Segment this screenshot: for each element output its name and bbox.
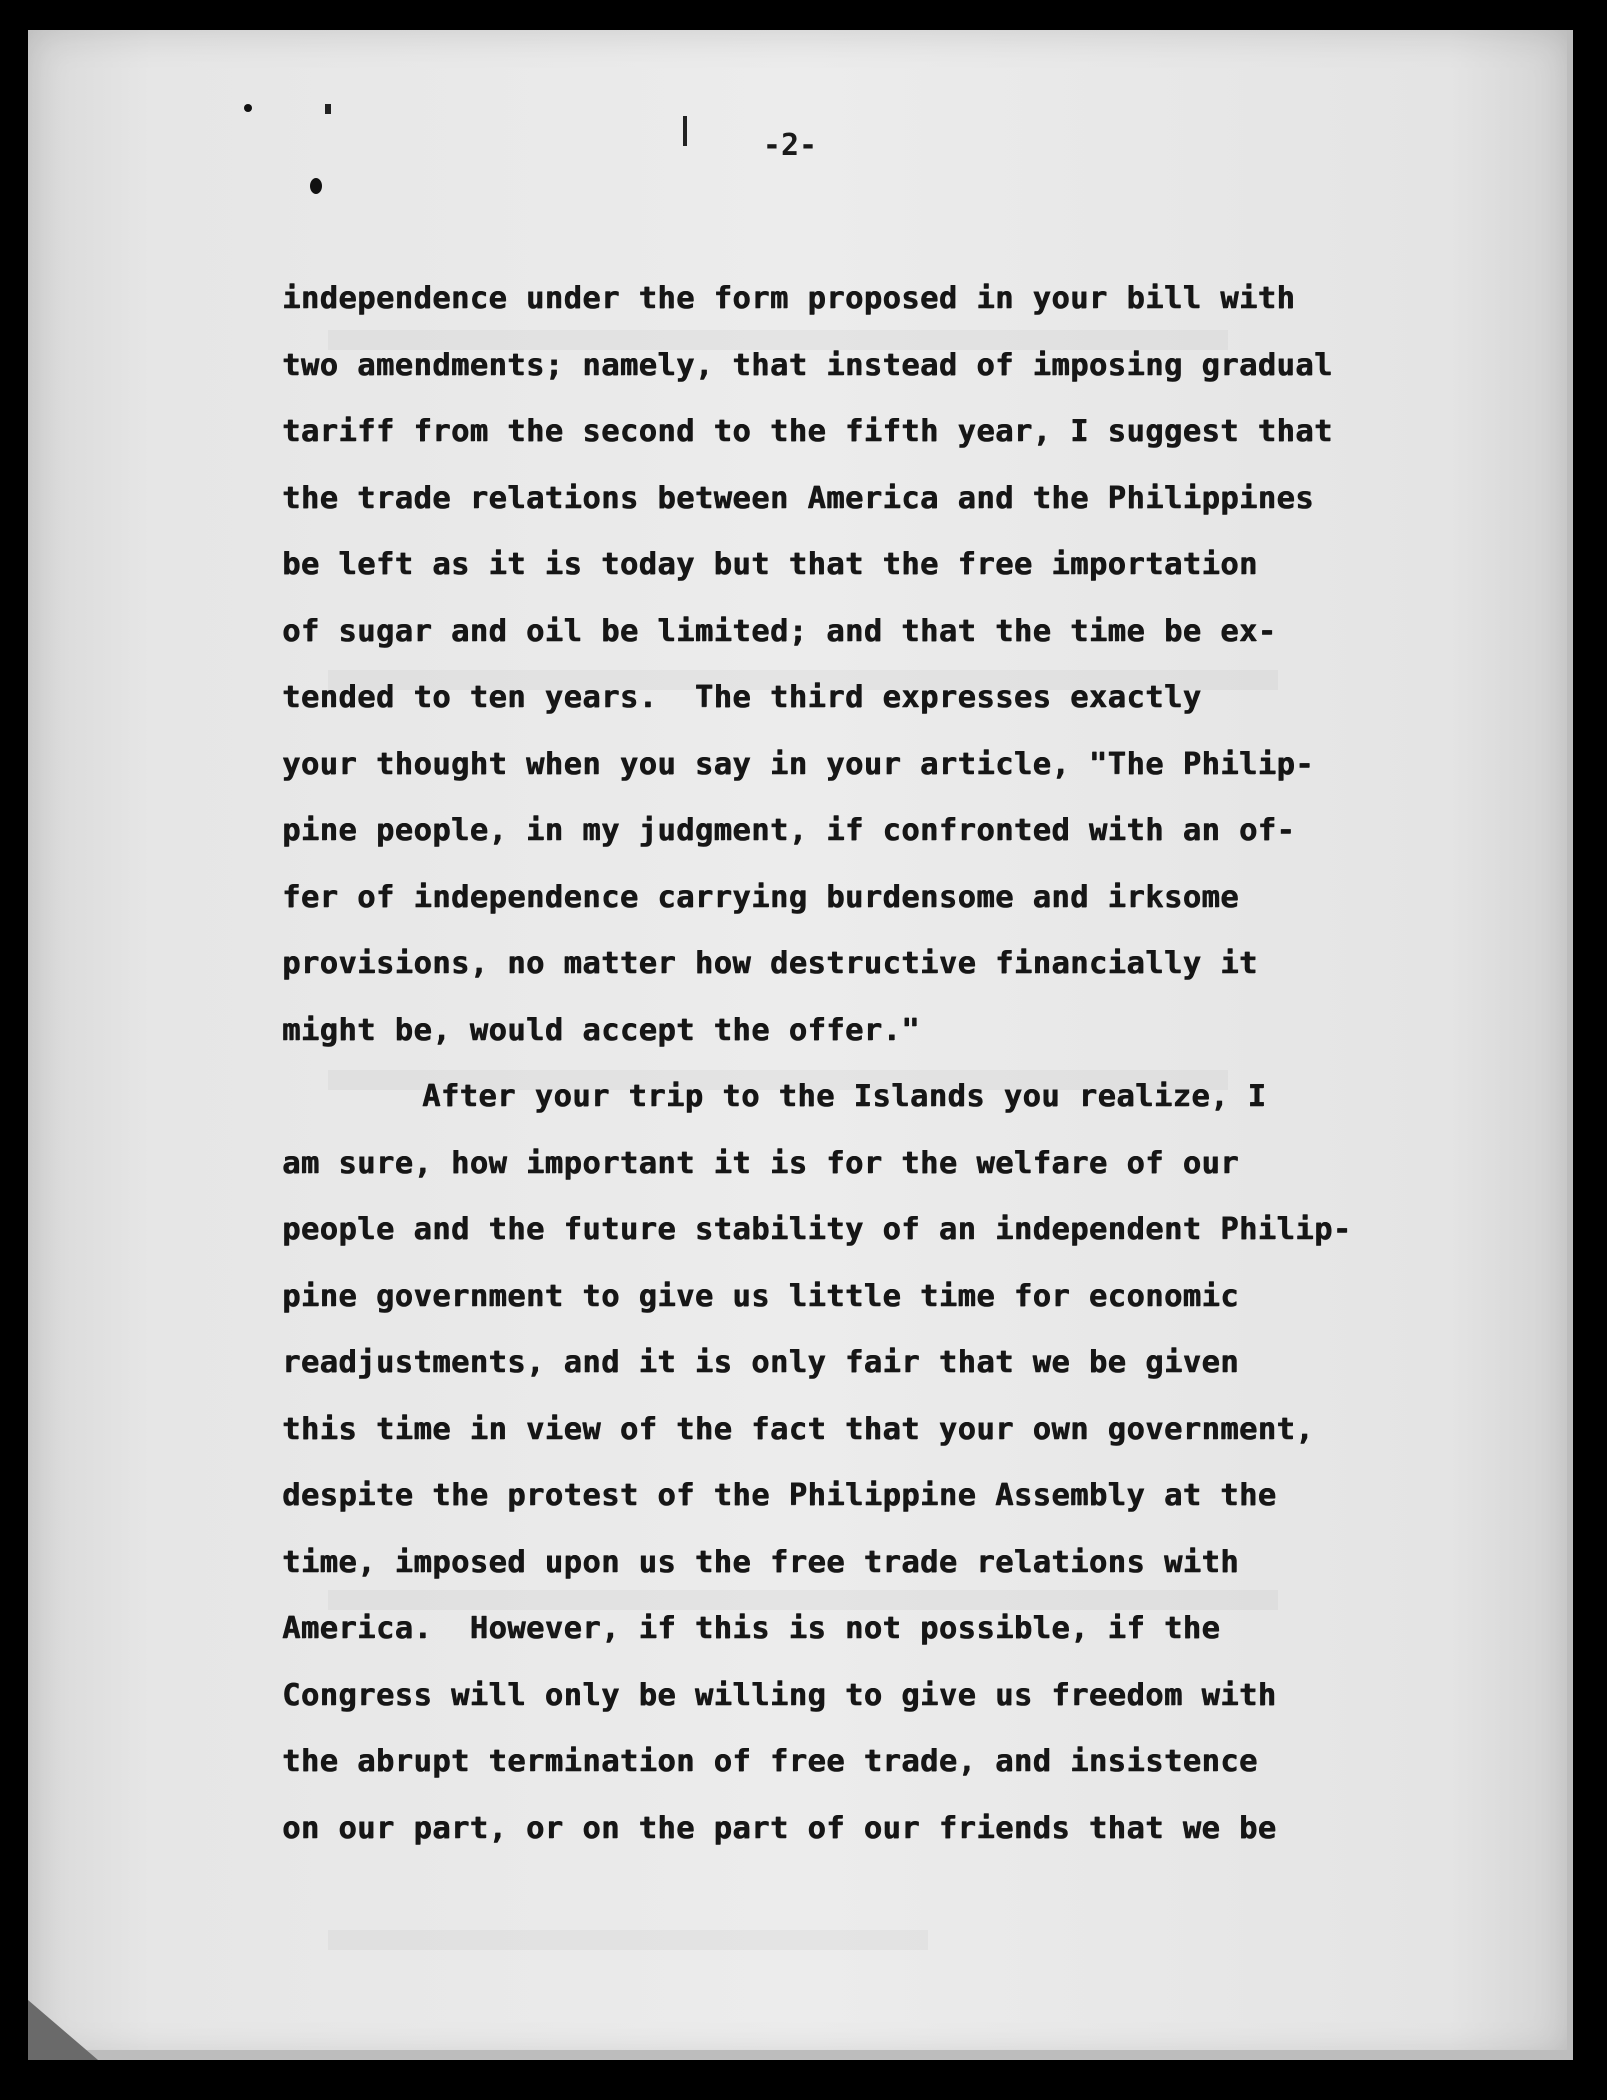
bleed-through [328,1930,928,1950]
text-line: Congress will only be willing to give us freedom with [282,1677,1277,1713]
text-line: of sugar and oil be limited; and that the time be ex- [282,613,1277,649]
text-line: on our part, or on the part of our friends that we be [282,1810,1277,1846]
text-line: am sure, how important it is for the welfare of our [282,1145,1239,1181]
speck [244,104,252,112]
page-number: -2- [762,128,818,163]
text-line: despite the protest of the Philippine Assembly at the [282,1478,1277,1513]
text-line: be left as it is today but that the free importation [282,547,1258,582]
paragraph-start-line: After your trip to the Islands you realize, I [422,1079,1267,1114]
punch-hole [310,178,322,194]
text-line: tended to ten years. The third expresses exactly [282,680,1202,715]
letter-body [282,266,1402,1862]
text-line: tariff from the second to the fifth year, I suggest that [282,414,1333,449]
text-line: time, imposed upon us the free trade relations with [282,1544,1239,1580]
text-line: people and the future stability of an independent Philip- [282,1212,1352,1247]
text-line: America. However, if this is not possible, if the [282,1611,1221,1646]
text-line: your thought when you say in your article, "The Philip- [282,746,1314,782]
text-line: two amendments; namely, that instead of imposing gradual [282,347,1333,383]
text-line: pine government to give us little time for economic [282,1278,1239,1314]
text-line: fer of independence carrying burdensome and irksome [282,879,1239,915]
speck [325,104,331,114]
page-edge-bottom [28,2050,1573,2060]
text-line: readjustments, and it is only fair that we be given [282,1345,1239,1380]
speck [683,116,687,146]
page-curl [28,2000,98,2060]
text-line: pine people, in my judgment, if confronted with an of- [282,813,1296,848]
text-line: independence under the form proposed in your bill with [282,281,1296,316]
text-line: provisions, no matter how destructive financially it [282,946,1258,981]
text-line: might be, would accept the offer." [282,1012,920,1048]
text-line: the abrupt termination of free trade, and insistence [282,1744,1258,1779]
text-line: this time in view of the fact that your own government, [282,1411,1314,1447]
text-line: the trade relations between America and the Philippines [282,480,1314,516]
page-edge-right [1567,30,1573,2060]
